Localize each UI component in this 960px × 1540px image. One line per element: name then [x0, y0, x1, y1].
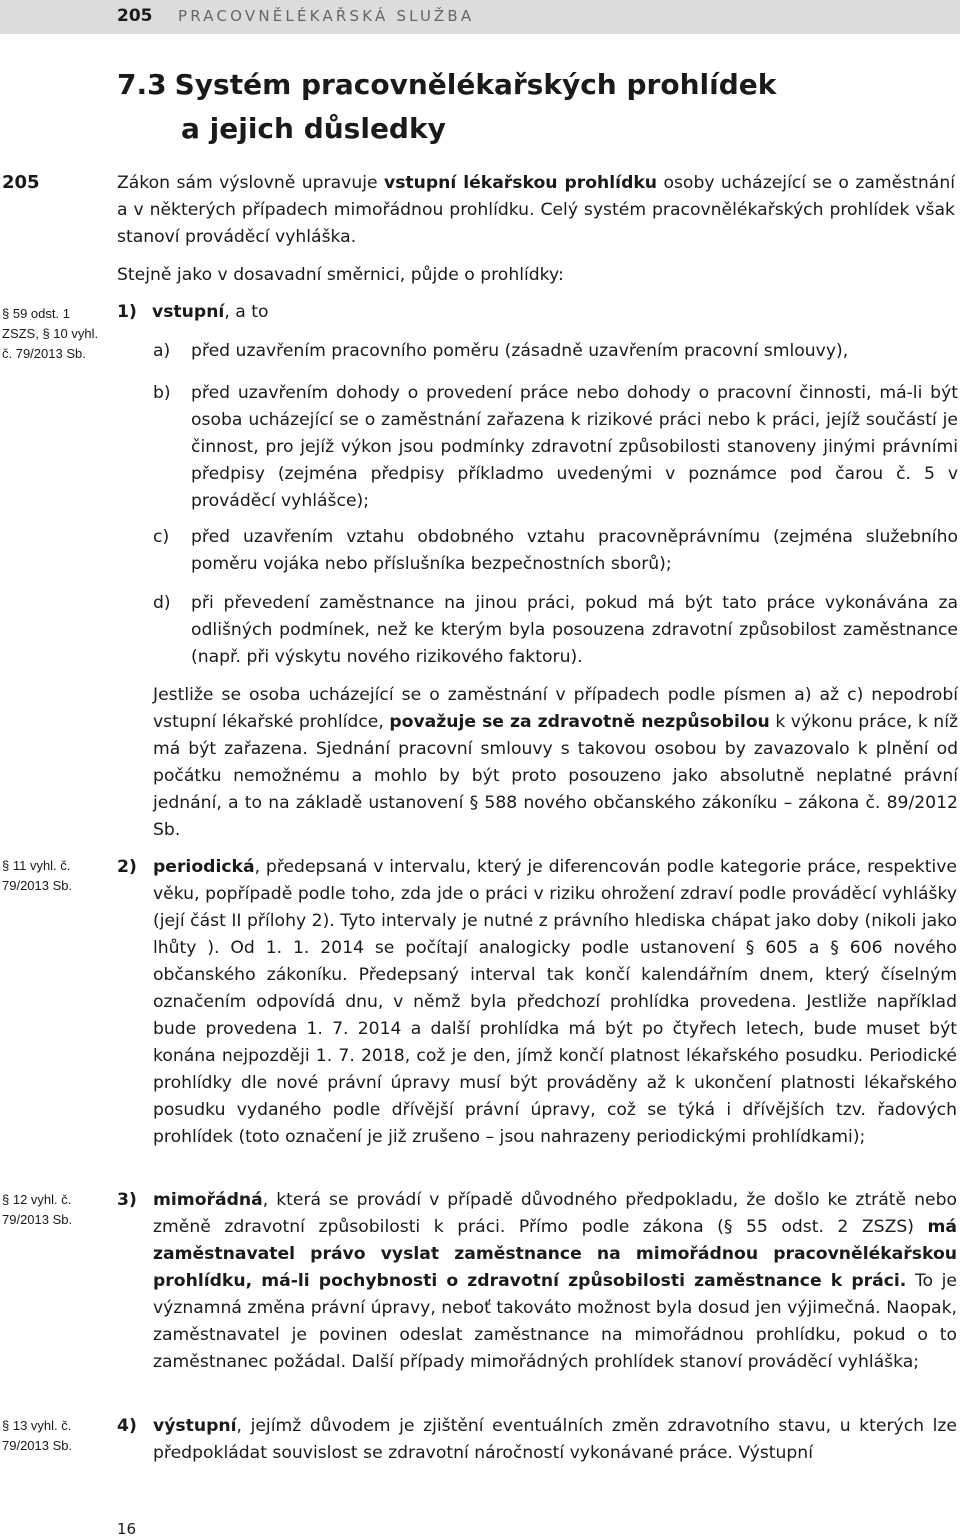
header-section-title: PRACOVNĚLÉKAŘSKÁ SLUŽBA	[178, 7, 475, 25]
intro-text: Zákon sám výslovně upravuje	[117, 173, 384, 193]
intro-paragraph	[117, 170, 955, 251]
margin-note-line: 79/2013 Sb.	[2, 1212, 73, 1227]
sub-text: před uzavřením pracovního poměru (zásadně uzavřením pracovní smlouvy),	[191, 341, 849, 361]
sub-text: při převedení zaměstnance na jinou práci, pokud má být tato práce vykonávána za odlišných podmínek, než ke kterým byla posouzena zdravotní způsobilost zaměstnance (např. při výskytu nového rizikového faktoru).	[191, 593, 958, 667]
sub-item-c	[153, 524, 958, 578]
side-paragraph-number: 205	[2, 172, 40, 193]
item-number: 3)	[117, 1190, 137, 1210]
item-text: , jejímž důvodem je zjištění eventuálních změn zdravotního stavu, u kterých lze předpokládat souvislost se zdravotní náročností vykonávané práce. Výstupní	[153, 1416, 957, 1463]
footer-page-number: 16	[117, 1520, 137, 1538]
margin-note-line: 79/2013 Sb.	[2, 1438, 73, 1453]
margin-note-line: § 59 odst. 1	[2, 306, 70, 321]
sub-letter: a)	[153, 341, 171, 361]
item-3	[117, 1187, 957, 1376]
item-term: mimořádná	[153, 1190, 263, 1210]
list-intro: Stejně jako v dosavadní směrnici, půjde o prohlídky:	[117, 265, 564, 285]
sub-letter: b)	[153, 383, 171, 403]
item-term: výstupní	[153, 1416, 237, 1436]
margin-note-line: § 12 vyhl. č.	[2, 1192, 72, 1207]
para-text: k výkonu práce, k níž má být zařazena. Sjednání pracovní smlouvy s takovou osobou by zavazovalo k plnění od počátku nemožnému a mohlo by být proto posouzeno jako absolutně neplatné právní jednání, a to na základě ustanovení § 588 nového občanského zákoníku – zákona č. 89/2012 Sb.	[153, 712, 958, 840]
sub-text: před uzavřením vztahu obdobného vztahu pracovněprávnímu (zejména služebního poměru vojáka nebo příslušníka bezpečnostních sborů);	[191, 527, 958, 574]
sub-item-d	[153, 590, 958, 671]
item-bold-text: má zaměstnavatel právo vyslat zaměstnance na mimořádnou pracovnělékařskou prohlídku, má-li pochybnosti o zdravotní způsobilosti zaměstnance k práci.	[153, 1217, 957, 1291]
item-text: To je významná změna právní úpravy, neboť takováto možnost byla dosud jen výjimečná. Naopak, zaměstnavatel je povinen odeslat zaměstnance na mimořádnou prohlídku, pokud o to zaměstnanec požádal. Další případy mimořádných prohlídek stanoví prováděcí vyhláška;	[153, 1271, 957, 1372]
para-bold: považuje se za zdravotně nezpůsobilou	[389, 712, 770, 732]
margin-note-line: § 13 vyhl. č.	[2, 1418, 72, 1433]
margin-note-3	[2, 1190, 112, 1230]
margin-note-2	[2, 856, 112, 896]
item-term: periodická	[153, 857, 255, 877]
sub-letter: d)	[153, 593, 171, 613]
margin-note-line: 79/2013 Sb.	[2, 878, 73, 893]
margin-note-line: ZSZS, § 10 vyhl.	[2, 326, 99, 341]
item-number: 4)	[117, 1416, 137, 1436]
item-text: , předepsaná v intervalu, který je diferencován podle kategorie práce, respektive věku, popřípadě podle toho, zda jde o práci v riziku ohrožení zdraví podle prováděcí vyhlášky (její část II přílohy 2). Tyto intervaly je nutné z právního hlediska chápat jako doby (nikoli jako lhůty ). Od 1. 1. 2014 se počítají analogicky podle ustanovení § 605 a § 606 nového občanského zákoníku. Předepsaný interval tak končí kalendářním dnem, který číselným označením odpovídá dnu, v němž byla předchozí prohlídka provedena. Jestliže například bude provedena 1. 7. 2014 a další prohlídka má být po čtyřech letech, bude muset být konána nejpozději 1. 7. 2018, což je den, jímž končí platnost lékařského posudku. Periodické prohlídky dle nové právní úpravy musí být prováděny až k ukončení platnosti lékařského posudku vydaného podle dřívější právní úpravy, což se týká i dřívějších tzv. řadových prohlídek (toto označení je již zrušeno – jsou nahrazeny periodickými prohlídkami);	[153, 857, 957, 1147]
item-number: 2)	[117, 857, 137, 877]
item-term: vstupní	[152, 302, 225, 322]
item-text: , a to	[224, 302, 269, 322]
intro-bold: vstupní lékařskou prohlídku	[383, 173, 658, 193]
margin-note-line: č. 79/2013 Sb.	[2, 346, 86, 361]
margin-note-line: § 11 vyhl. č.	[2, 858, 71, 873]
item-1-heading	[117, 299, 269, 326]
item-4	[117, 1413, 957, 1467]
sub-item-a	[153, 338, 958, 365]
header-page-number: 205	[117, 6, 153, 26]
consequence-paragraph	[153, 682, 958, 844]
section-title-line2: a jejich důsledky	[181, 112, 446, 145]
running-header	[0, 0, 960, 34]
sub-item-b	[153, 380, 958, 515]
item-text: , která se provádí v případě důvodného předpokladu, že došlo ke ztrátě nebo změně zdravotní způsobilosti k práci. Přímo podle zákona (§ 55 odst. 2 ZSZS)	[153, 1190, 957, 1237]
margin-note-4	[2, 1416, 112, 1456]
sub-text: před uzavřením dohody o provedení práce nebo dohody o pracovní činnosti, má-li být osoba ucházející se o zaměstnání zařazena k rizikové práci nebo k práci, jejíž součástí je činnost, pro jejíž výkon jsou podmínky zdravotní způsobilosti stanoveny jinými právními předpisy (zejména předpisy příkladmo uvedenými v poznámce pod čarou č. 5 v prováděcí vyhlášce);	[191, 383, 958, 511]
intro-text: osoby ucházející se o zaměstnání a v některých případech mimořádnou prohlídku. Celý systém pracovnělékařských prohlídek však stanoví prováděcí vyhláška.	[117, 173, 956, 247]
item-number: 1)	[117, 302, 137, 322]
para-text: Jestliže se osoba ucházející se o zaměstnání v případech podle písmen a) až c) nepodrobí vstupní lékařské prohlídce,	[153, 685, 958, 732]
item-2	[117, 854, 957, 1151]
section-title-line1: Systém pracovnělékařských prohlídek	[174, 68, 777, 101]
sub-letter: c)	[153, 527, 170, 547]
section-number: 7.3	[117, 68, 167, 101]
section-heading	[117, 63, 776, 151]
margin-note-1	[2, 304, 112, 364]
